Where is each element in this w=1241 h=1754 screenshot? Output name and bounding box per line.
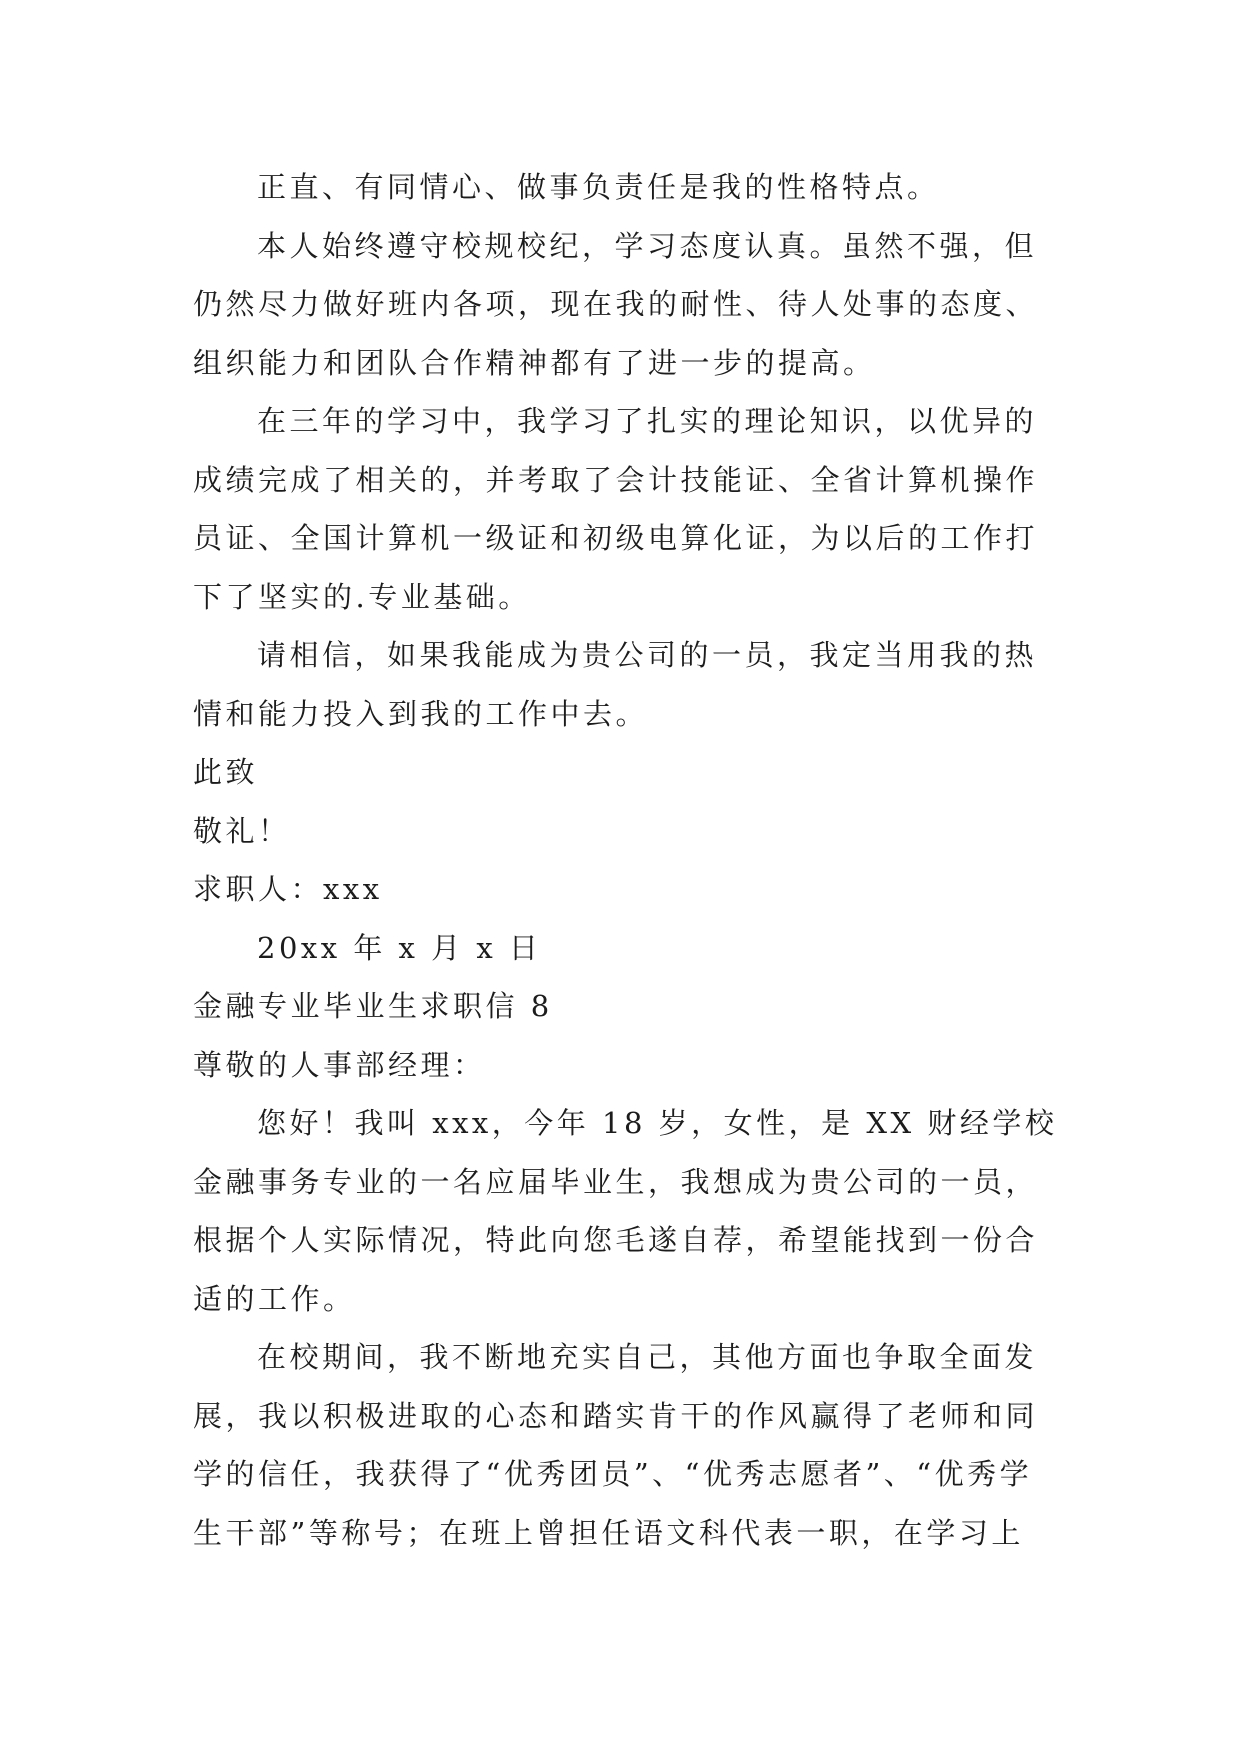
paragraph-closing-wish: 请相信，如果我能成为贵公司的一员，我定当用我的热情和能力投入到我的工作中去。	[193, 638, 1038, 731]
signature-line: 求职人：xxx	[193, 872, 383, 906]
paragraph-character: 正直、有同情心、做事负责任是我的性格特点。	[257, 170, 940, 204]
closing-line-1: 此致	[193, 755, 259, 789]
paragraph-introduction: 您好！我叫 xxx，今年 18 岁，女性，是 XX 财经学校金融事务专业的一名应届毕业生，我想成为贵公司的一员，根据个人实际情况，特此向您毛遂自荐，希望能找到一份合适的工作。	[193, 1106, 1058, 1316]
paragraph-school-life: 在校期间，我不断地充实自己，其他方面也争取全面发展，我以积极进取的心态和踏实肯干的作风赢得了老师和同学的信任，我获得了“优秀团员”、“优秀志愿者”、“优秀学生干部”等称号；在班上曾担任语文科代表一职，在学习上	[193, 1340, 1039, 1550]
letter-title: 金融专业毕业生求职信 8	[193, 989, 553, 1023]
salutation-line: 尊敬的人事部经理：	[193, 1047, 486, 1082]
date-line: 20xx 年 x 月 x 日	[257, 930, 542, 965]
closing-line-2: 敬礼！	[193, 813, 291, 848]
paragraph-discipline: 本人始终遵守校规校纪，学习态度认真。虽然不强，但仍然尽力做好班内各项，现在我的耐性、待人处事的态度、组织能力和团队合作精神都有了进一步的提高。	[193, 228, 1039, 380]
document-page	[193, 158, 1063, 1562]
paragraph-study: 在三年的学习中，我学习了扎实的理论知识，以优异的成绩完成了相关的，并考取了会计技能证、全省计算机操作员证、全国计算机一级证和初级电算化证，为以后的工作打下了坚实的.专业基础。	[193, 404, 1039, 614]
